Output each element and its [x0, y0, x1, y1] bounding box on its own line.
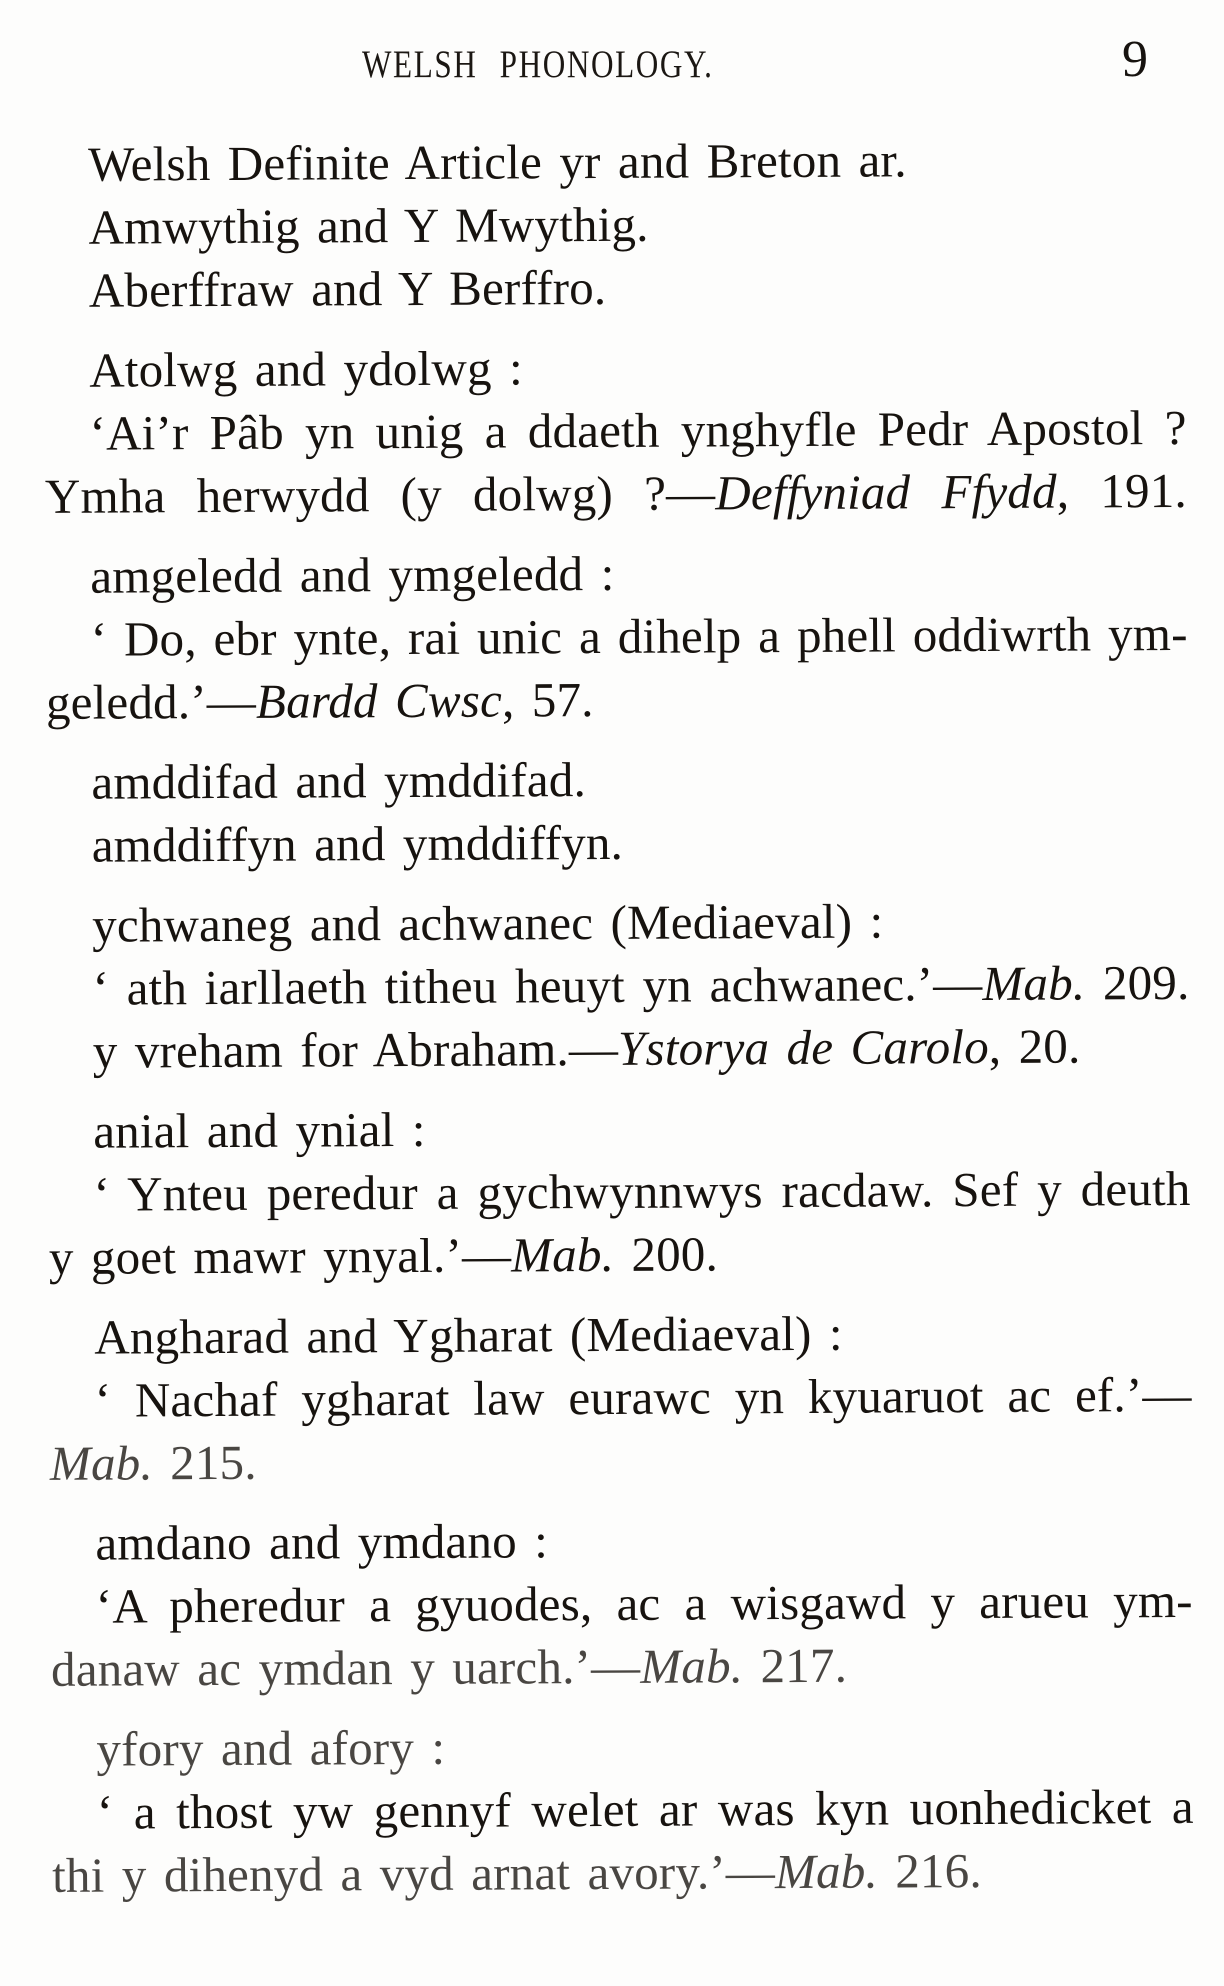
- text-line: [44, 396, 1186, 465]
- text-segment: 200.: [613, 1226, 719, 1282]
- text-line: [47, 808, 1189, 877]
- text-line: [52, 1838, 1194, 1907]
- text-segment: amdano and ymdano :: [95, 1513, 549, 1571]
- running-title: WELSH PHONOLOGY.: [362, 43, 714, 86]
- paragraph: [51, 1712, 1194, 1907]
- text-line: [49, 1300, 1191, 1369]
- text-segment: geledd.’—: [45, 673, 257, 730]
- text-segment: y goet mawr ynyal.’—: [48, 1227, 512, 1285]
- text-line: [47, 888, 1189, 957]
- citation-title: Mab.: [774, 1843, 879, 1900]
- paragraph: [44, 333, 1187, 528]
- text-segment: ‘ Nachaf ygharat law eurawc yn kyuaruot ac ef.’—: [94, 1366, 1192, 1428]
- text-line: [48, 1094, 1190, 1163]
- paragraph: [43, 127, 1186, 322]
- paragraph: [46, 745, 1189, 877]
- citation-title: Mab.: [640, 1638, 744, 1694]
- text-line: [46, 745, 1188, 814]
- text-segment: 215.: [152, 1434, 257, 1491]
- text-segment: ‘Ai’r Pâb yn unig a ddaeth ynghyfle Pedr Apostol ?: [89, 399, 1187, 461]
- page-body: [43, 127, 1194, 1907]
- text-segment: amddiffyn and ymddiffyn.: [91, 814, 624, 873]
- text-line: [50, 1426, 1192, 1495]
- text-segment: amddifad and ymddifad.: [91, 752, 587, 810]
- text-segment: ‘ a thost yw gennyf welet ar was kyn uonhedicket a: [96, 1778, 1194, 1840]
- text-segment: ychwaneg and achwanec (Mediaeval) :: [92, 893, 884, 953]
- text-segment: Welsh Definite Article yr and Breton ar.: [88, 132, 907, 192]
- text-segment: yfory and afory :: [96, 1719, 446, 1777]
- text-line: [45, 459, 1187, 528]
- text-line: [49, 1220, 1191, 1289]
- text-line: [49, 1363, 1191, 1432]
- citation-title: Mab.: [982, 955, 1086, 1012]
- citation-title: Bardd Cwsc: [255, 672, 503, 729]
- text-segment: y vreham for Abraham.—: [92, 1020, 619, 1079]
- text-line: [46, 665, 1188, 734]
- text-segment: anial and ynial :: [93, 1101, 426, 1159]
- text-line: [45, 539, 1187, 608]
- text-line: [50, 1506, 1192, 1575]
- text-segment: ‘ Ynteu peredur a gychwynnwys racdaw. Sef y deuth: [93, 1160, 1191, 1222]
- paragraph: [49, 1300, 1192, 1495]
- text-line: [45, 602, 1187, 671]
- text-line: [43, 127, 1185, 196]
- citation-title: Mab.: [49, 1435, 153, 1491]
- text-segment: Aberffraw and Y Berffro.: [88, 259, 607, 318]
- text-line: [48, 1014, 1190, 1083]
- text-line: [51, 1632, 1193, 1701]
- text-segment: danaw ac ymdan y uarch.’—: [50, 1638, 641, 1697]
- text-line: [51, 1569, 1193, 1638]
- text-segment: 216.: [877, 1843, 982, 1899]
- text-line: [47, 951, 1189, 1020]
- text-segment: Amwythig and Y Mwythig.: [88, 196, 649, 255]
- text-segment: Atolwg and ydolwg :: [89, 340, 524, 398]
- text-line: [48, 1157, 1190, 1226]
- text-segment: thi y dihenyd a vyd arnat avory.’—: [51, 1844, 776, 1903]
- text-line: [44, 333, 1186, 402]
- text-line: [44, 253, 1186, 322]
- text-segment: Angharad and Ygharat (Mediaeval) :: [94, 1305, 843, 1365]
- text-segment: , 191.: [1056, 462, 1188, 519]
- text-segment: 209.: [1085, 954, 1190, 1011]
- citation-title: Mab.: [511, 1226, 615, 1283]
- text-segment: amgeledd and ymgeledd :: [90, 545, 615, 604]
- text-line: [52, 1775, 1194, 1844]
- paragraph: [45, 539, 1188, 734]
- text-segment: ‘ Do, ebr ynte, rai unic a dihelp a phell oddiwrth ym-: [90, 605, 1188, 667]
- citation-title: Ystorya de Carolo: [617, 1018, 989, 1076]
- text-line: [51, 1712, 1193, 1781]
- paragraph: [47, 888, 1190, 1083]
- text-segment: , 57.: [501, 672, 594, 728]
- text-segment: ‘A pheredur a gyuodes, ac a wisgawd y arueu ym-: [95, 1572, 1193, 1634]
- citation-title: Deffyniad Ffydd: [715, 463, 1057, 521]
- text-segment: Ymha herwydd (y dolwg) ?—: [44, 465, 716, 524]
- paragraph: [48, 1094, 1191, 1289]
- paragraph: [50, 1506, 1193, 1701]
- text-segment: , 20.: [988, 1018, 1081, 1074]
- text-segment: ‘ ath iarllaeth titheu heuyt yn achwanec.’—: [92, 956, 983, 1016]
- page-number: 9: [1122, 31, 1148, 88]
- text-line: [43, 190, 1185, 259]
- text-segment: 217.: [743, 1637, 848, 1694]
